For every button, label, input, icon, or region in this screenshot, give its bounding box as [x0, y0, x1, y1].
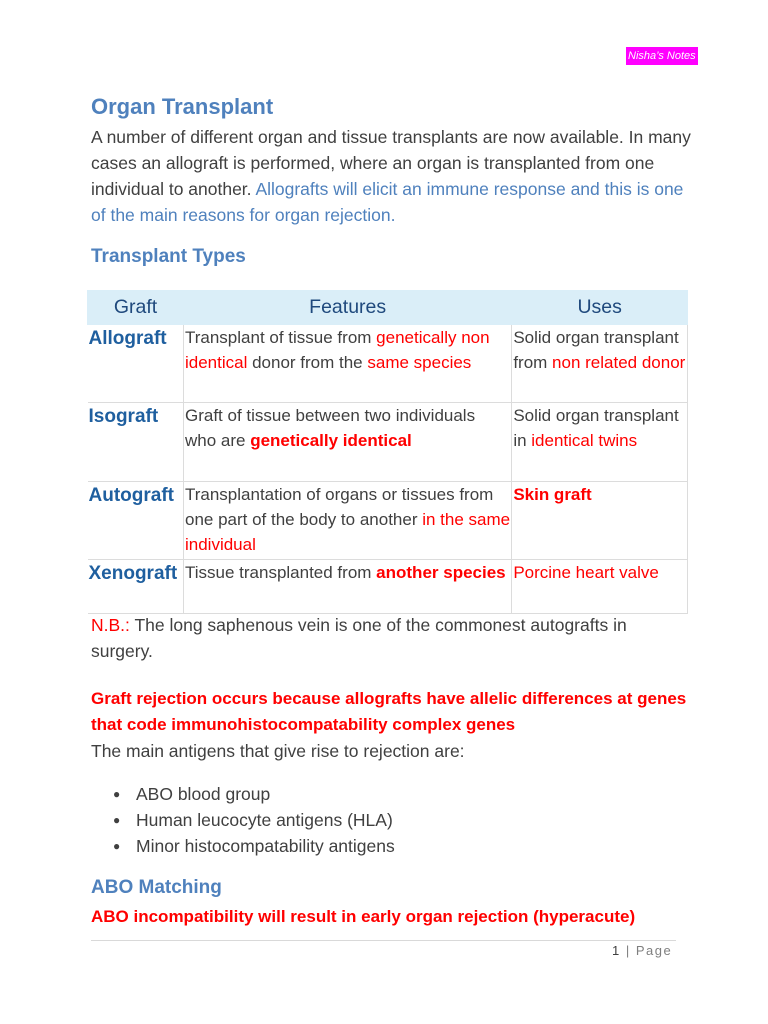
table-row: [88, 403, 688, 482]
notes-badge: Nisha’s Notes: [626, 47, 698, 65]
nb-note: [91, 612, 691, 664]
list-item: [113, 833, 395, 859]
features-text-segment: genetically non identical: [184, 328, 490, 372]
antigen-label: Minor histocompatability antigens: [136, 836, 395, 856]
graft-name: Isograft: [88, 403, 184, 482]
page-label: Page: [635, 943, 673, 958]
uses-text-segment: identical twins: [531, 431, 638, 450]
graft-features: [183, 403, 511, 482]
rejection-warning: Graft rejection occurs because allografts have allelic differences at genes that code immunohistocompatability complex genes: [91, 689, 687, 734]
table-row: [88, 560, 688, 614]
abo-statement: ABO incompatibility will result in early organ rejection (hyperacute): [91, 907, 636, 926]
nb-text: The long saphenous vein is one of the commonest autografts in surgery.: [91, 615, 627, 661]
features-text-segment: another species: [376, 563, 506, 582]
page-footer: [612, 943, 672, 958]
features-text-segment: Transplantation of organs or tissues from one part of the body to another: [184, 485, 494, 529]
uses-text-segment: Solid organ transplant in: [513, 406, 679, 450]
nb-label: N.B.:: [91, 615, 130, 635]
graft-name: Xenograft: [88, 560, 184, 614]
features-text-segment: same species: [367, 353, 472, 372]
intro-highlight: Allografts will elicit an immune response and this is one of the main reasons for organ rejection.: [91, 179, 684, 225]
uses-text-segment: Solid organ transplant from: [513, 328, 679, 372]
header-features: Features: [183, 291, 511, 325]
page-number: 1: [612, 943, 621, 958]
graft-uses: [512, 403, 688, 482]
antigen-label: ABO blood group: [136, 784, 271, 804]
graft-features: [183, 325, 511, 403]
graft-name: Allograft: [88, 325, 184, 403]
uses-text-segment: non related donor: [552, 353, 686, 372]
table-row: [88, 482, 688, 560]
uses-text-segment: Porcine heart valve: [513, 563, 659, 582]
table-header-row: [88, 291, 688, 325]
graft-features: [183, 560, 511, 614]
bullet-icon: ●: [113, 813, 121, 827]
features-text-segment: Tissue transplanted from: [184, 563, 377, 582]
graft-uses: [512, 482, 688, 560]
intro-paragraph: [91, 124, 701, 228]
header-uses: Uses: [512, 291, 688, 325]
table-row: [88, 325, 688, 403]
antigen-label: Human leucocyte antigens (HLA): [136, 810, 393, 830]
graft-uses: [512, 560, 688, 614]
page-title: Organ Transplant: [91, 94, 274, 119]
graft-types-table: [87, 290, 688, 614]
list-item: [113, 781, 395, 807]
features-text-segment: Graft of tissue between two individuals who are: [184, 406, 476, 450]
bullet-icon: ●: [113, 787, 121, 801]
features-text-segment: Transplant of tissue from: [184, 328, 377, 347]
graft-features: [183, 482, 511, 560]
list-item: [113, 807, 395, 833]
bullet-icon: ●: [113, 839, 121, 853]
footer-divider: [91, 940, 676, 941]
features-text-segment: genetically identical: [250, 431, 412, 450]
graft-name: Autograft: [88, 482, 184, 560]
transplant-types-heading: Transplant Types: [91, 246, 246, 267]
graft-uses: [512, 325, 688, 403]
antigens-intro: The main antigens that give rise to rejection are:: [91, 741, 465, 761]
features-text-segment: donor from the: [247, 353, 368, 372]
antigen-list: [113, 781, 395, 859]
features-text-segment: in the same individual: [184, 510, 511, 554]
footer-separator: |: [625, 943, 631, 958]
uses-text-segment: Skin graft: [513, 485, 592, 504]
abo-matching-heading: ABO Matching: [91, 877, 222, 898]
header-graft: Graft: [88, 291, 184, 325]
intro-text: A number of different organ and tissue transplants are now available. In many cases an allograft is performed, where an organ is transplanted from one individual to another.: [91, 127, 691, 199]
